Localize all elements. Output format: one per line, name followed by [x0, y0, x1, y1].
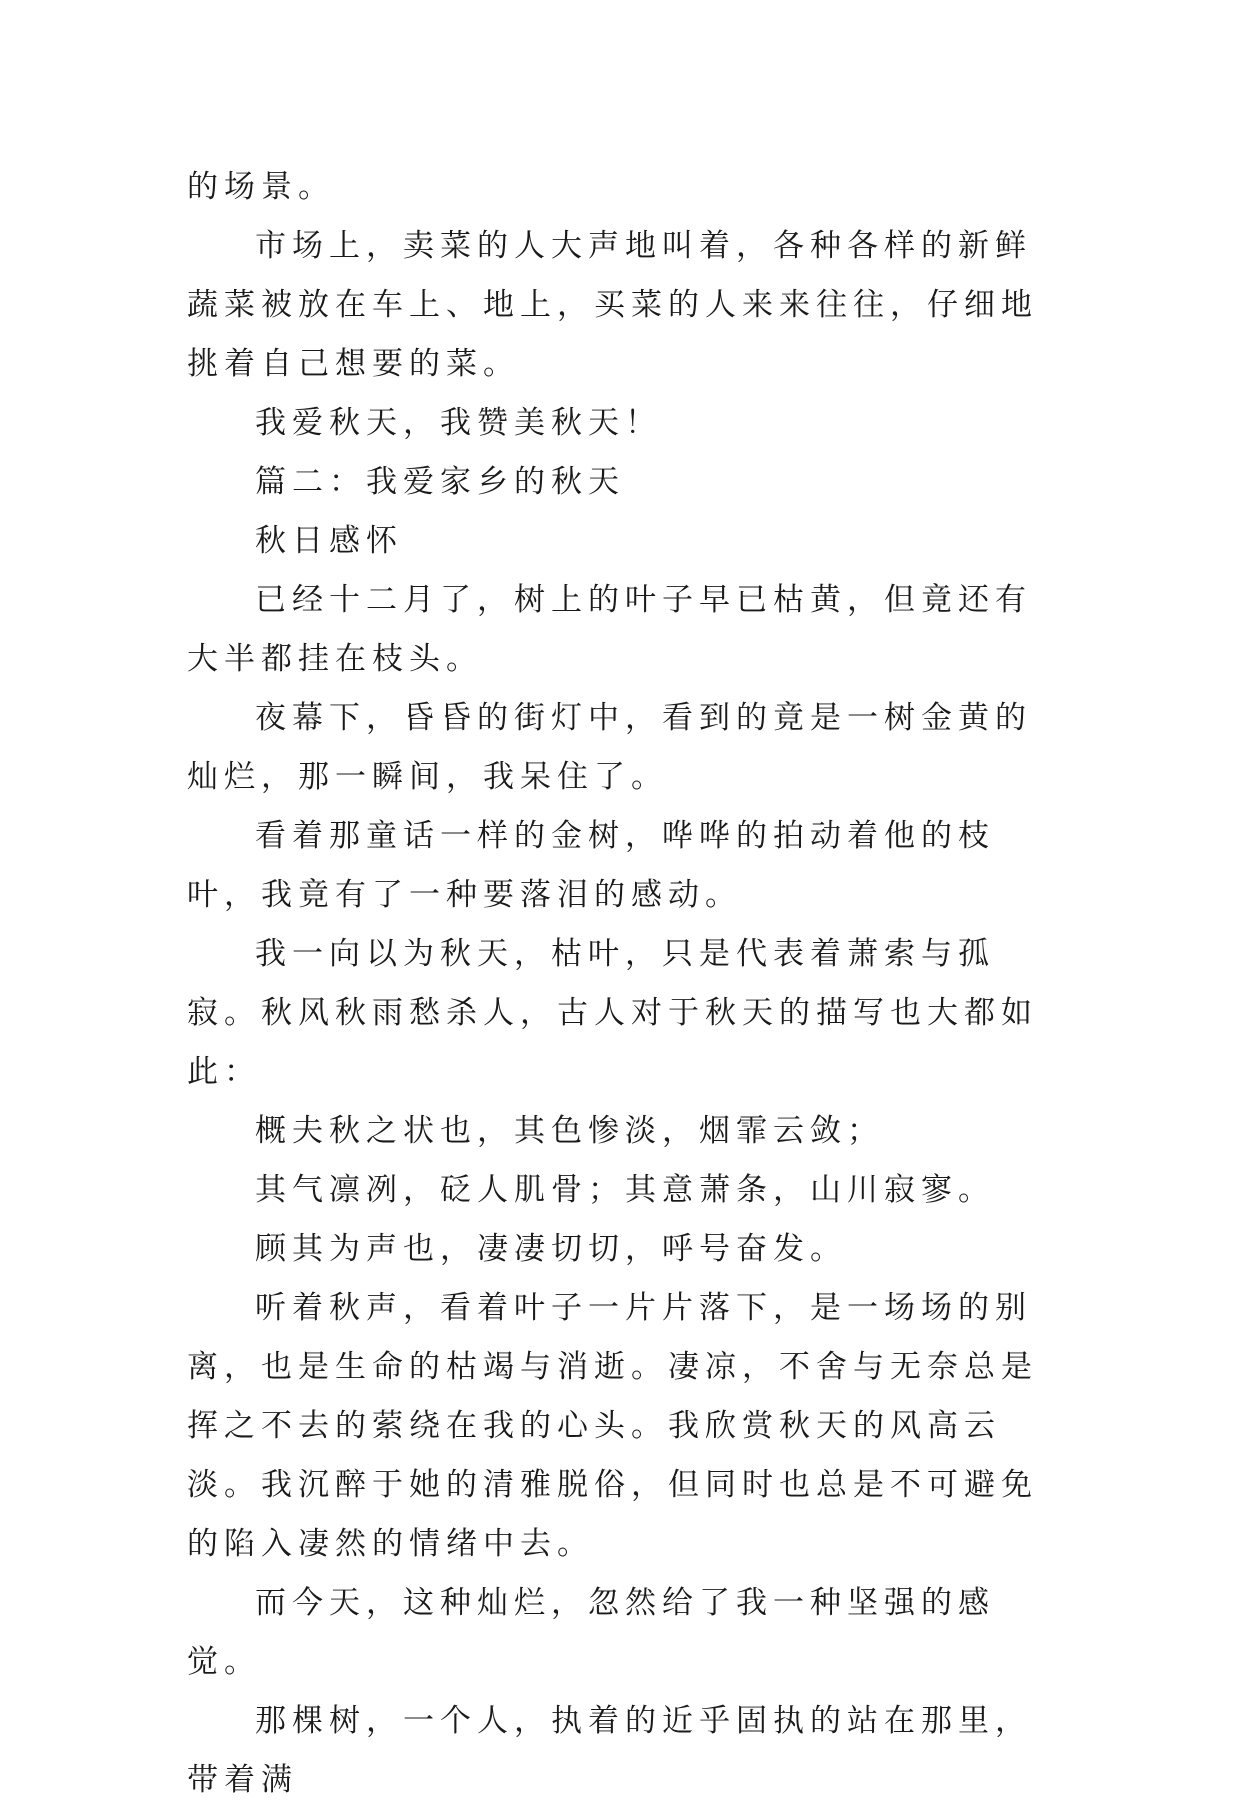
- paragraph: 听着秋声，看着叶子一片片落下，是一场场的别离，也是生命的枯竭与消逝。凄凉，不舍与无奈总是挥之不去的萦绕在我的心头。我欣赏秋天的风高云淡。我沉醉于她的清雅脱俗，但同时也总是不可避免的陷入凄然的情绪中去。: [187, 1290, 1038, 1562]
- paragraph: 我一向以为秋天，枯叶，只是代表着萧索与孤寂。秋风秋雨愁杀人，古人对于秋天的描写也大都如此：: [187, 936, 1038, 1090]
- quote-line: 顾其为声也，凄凄切切，呼号奋发。: [255, 1231, 847, 1267]
- quote-line: 其气凛冽，砭人肌骨；其意萧条，山川寂寥。: [255, 1172, 995, 1208]
- paragraph: 那棵树，一个人，执着的近乎固执的站在那里，带着满: [187, 1703, 1032, 1798]
- paragraph: 而今天，这种灿烂，忽然给了我一种坚强的感觉。: [187, 1585, 995, 1680]
- paragraph: 夜幕下，昏昏的街灯中，看到的竟是一树金黄的灿烂，那一瞬间，我呆住了。: [187, 700, 1032, 795]
- paragraph: 已经十二月了，树上的叶子早已枯黄，但竟还有大半都挂在枝头。: [187, 582, 1032, 677]
- paragraph: 的场景。: [187, 169, 335, 205]
- document-body: [187, 158, 1067, 1810]
- quote-line: 概夫秋之状也，其色惨淡，烟霏云敛；: [255, 1113, 884, 1149]
- paragraph: 我爱秋天，我赞美秋天！: [255, 405, 662, 441]
- paragraph: 看着那童话一样的金树，哗哗的拍动着他的枝叶，我竟有了一种要落泪的感动。: [187, 818, 995, 913]
- article-title: 秋日感怀: [255, 523, 403, 559]
- paragraph: 市场上，卖菜的人大声地叫着，各种各样的新鲜蔬菜被放在车上、地上，买菜的人来来往往，仔细地挑着自己想要的菜。: [187, 228, 1038, 382]
- section-heading: 篇二：我爱家乡的秋天: [255, 464, 625, 500]
